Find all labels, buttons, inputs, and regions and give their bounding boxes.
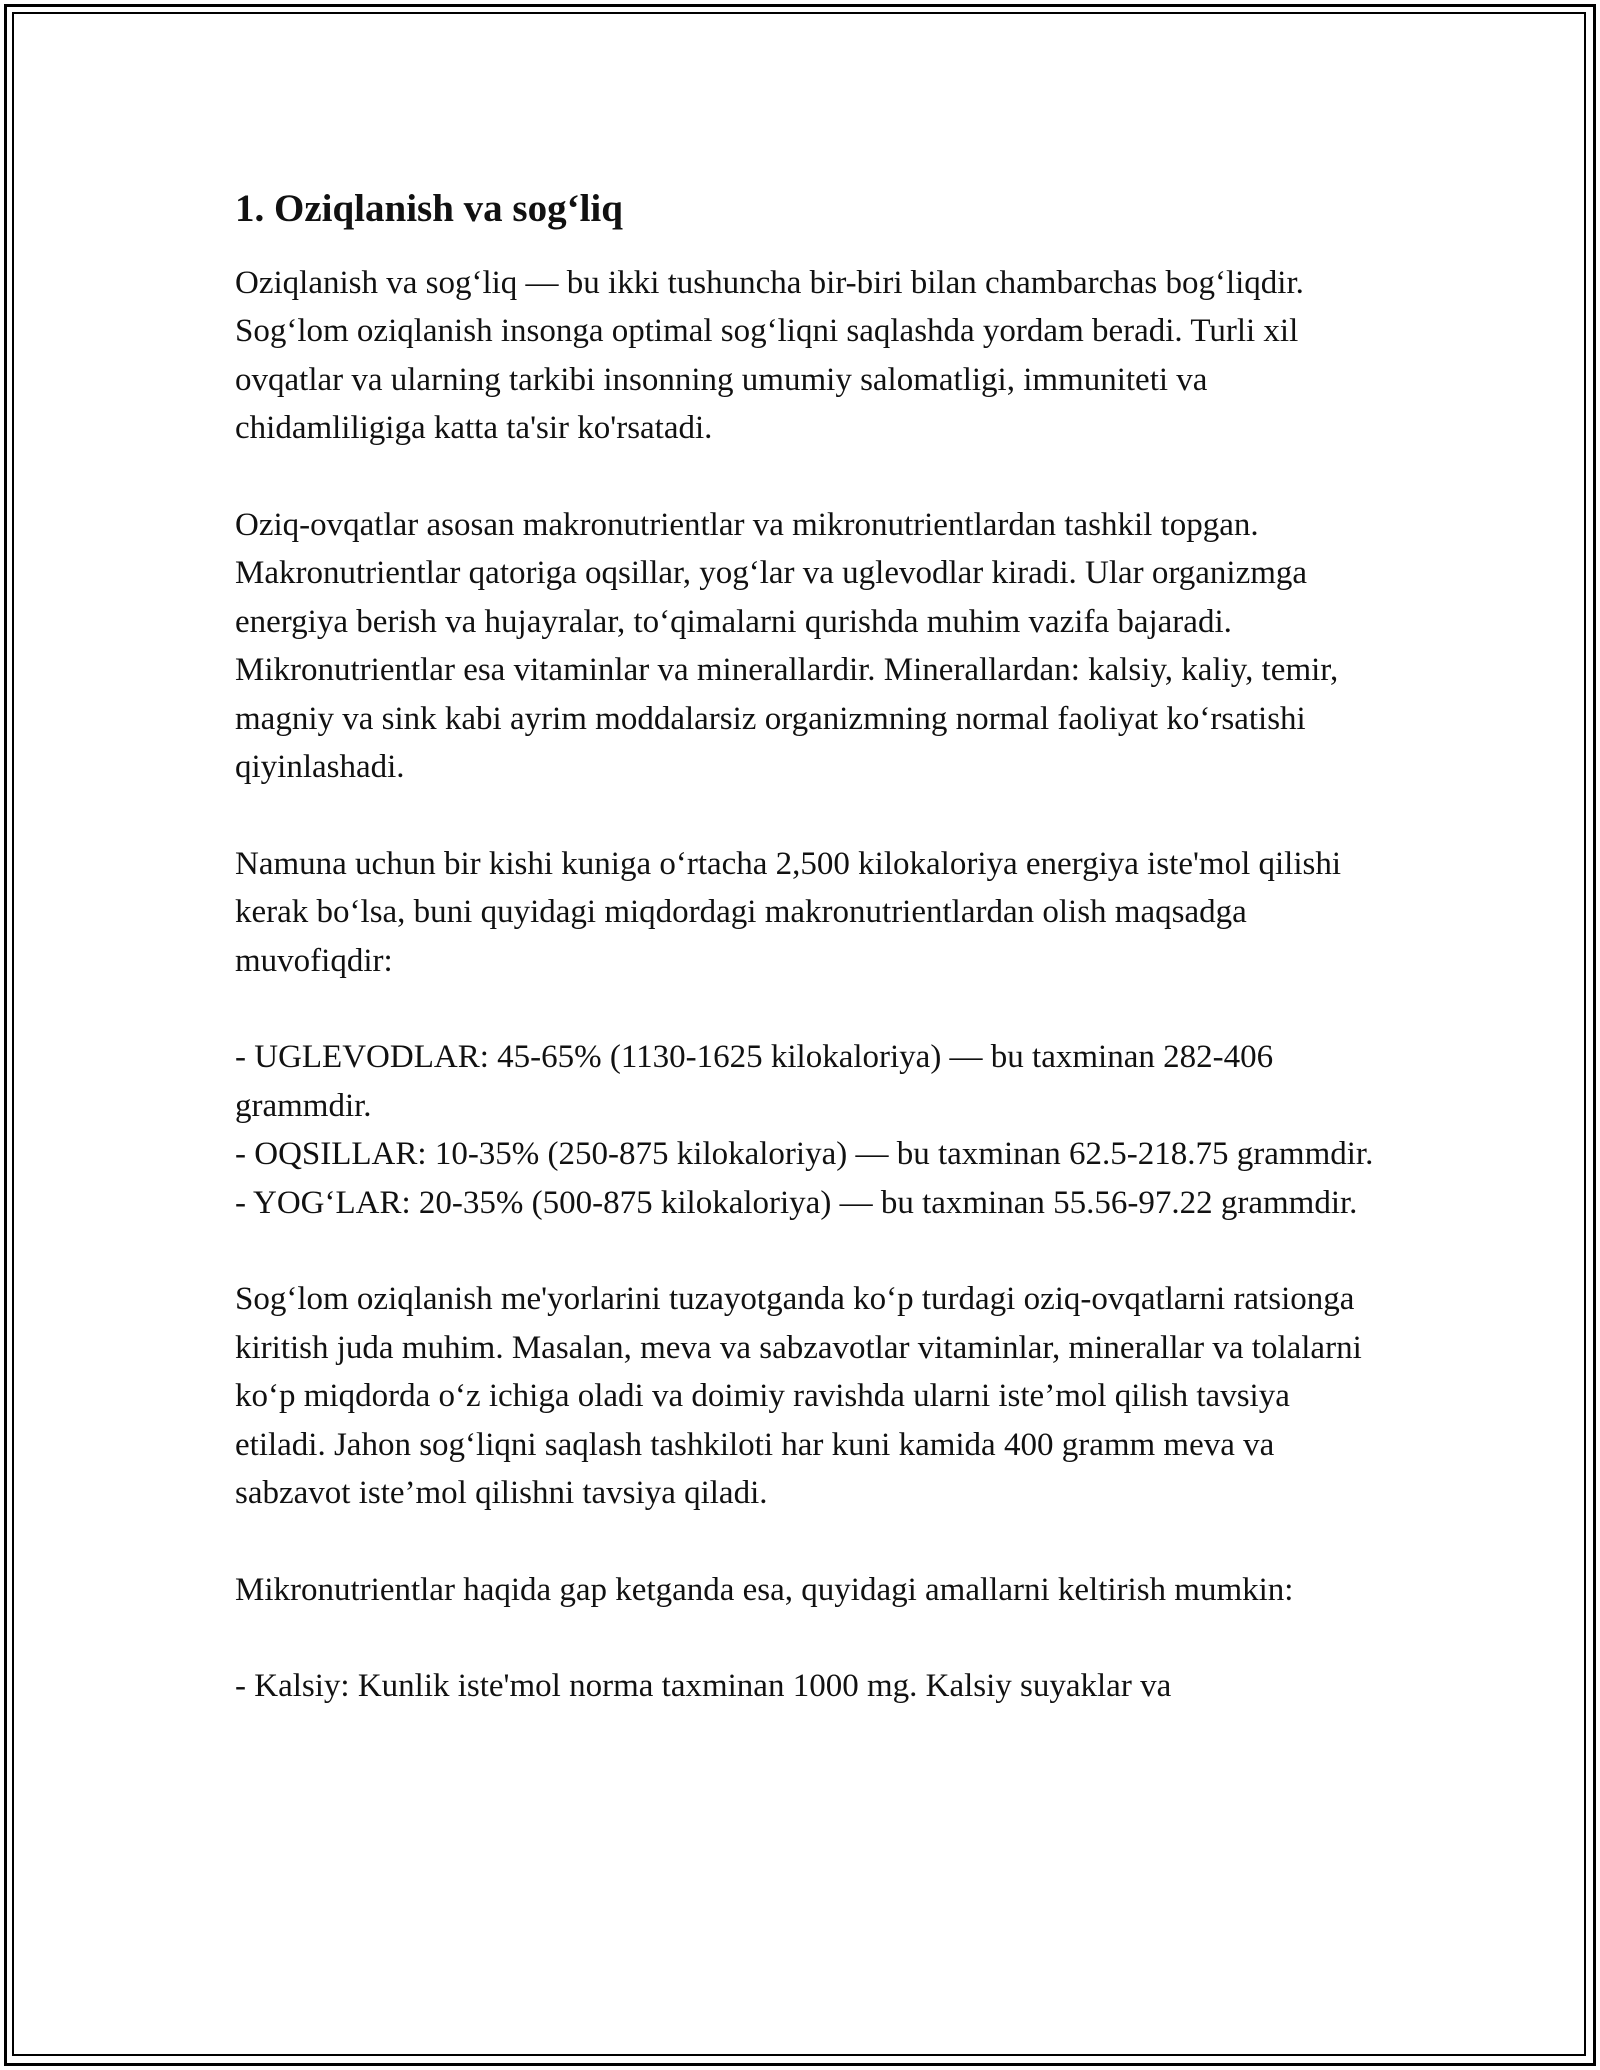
list-item: - UGLEVODLAR: 45-65% (1130-1625 kilokaloriya) — bu taxminan 282-406 grammdir.	[235, 1039, 1274, 1124]
section-heading: 1. Oziqlanish va sog‘liq	[235, 187, 623, 230]
paragraph-example: Namuna uchun bir kishi kuniga o‘rtacha 2,500 kilokaloriya energiya iste'mol qilishi kerak bo‘lsa, buni quyidagi miqdordagi makronutrientlardan olish maqsadga muvofiqdir:	[235, 845, 1342, 979]
micronutrient-list	[235, 1662, 1385, 1711]
paragraph-micronutrients: Mikronutrientlar haqida gap ketganda esa, quyidagi amallarni keltirish mumkin:	[235, 1571, 1294, 1608]
list-item: - Kalsiy: Kunlik iste'mol norma taxminan 1000 mg. Kalsiy suyaklar va	[235, 1668, 1172, 1705]
macronutrient-list	[235, 1033, 1385, 1227]
paragraph-intro: Oziqlanish va sog‘liq — bu ikki tushuncha bir-biri bilan chambarchas bog‘liqdir. Sog‘lom oziqlanish insonga optimal sog‘liqni saqlashda yordam beradi. Turli xil ovqatlar va ularning tarkibi insonning umumiy salomatligi, immuniteti va chidamliligiga katta ta'sir ko'rsatadi.	[235, 264, 1304, 447]
paragraph-nutrients: Oziq-ovqatlar asosan makronutrientlar va mikronutrientlardan tashkil topgan. Makronutrientlar qatoriga oqsillar, yog‘lar va uglevodlar kiradi. Ular organizmga energiya berish va hujayralar, to‘qimalarni qurishda muhim vazifa bajaradi. Mikronutrientlar esa vitaminlar va minerallardir. Minerallardan: kalsiy, kaliy, temir, magniy va sink kabi ayrim moddalarsiz organizmning normal faoliyat ko‘rsatishi qiyinlashadi.	[235, 506, 1339, 786]
list-item: - YOG‘LAR: 20-35% (500-875 kilokaloriya) — bu taxminan 55.56-97.22 grammdir.	[235, 1184, 1358, 1221]
paragraph-healthy-diet: Sog‘lom oziqlanish me'yorlarini tuzayotganda ko‘p turdagi oziq-ovqatlarni ratsionga kiritish juda muhim. Masalan, meva va sabzavotlar vitaminlar, minerallar va tolalarni ko‘p miqdorda o‘z ichiga oladi va doimiy ravishda ularni iste’mol qilish tavsiya etiladi. Jahon sog‘liqni saqlash tashkiloti har kuni kamida 400 gramm meva va sabzavot iste’mol qilishni tavsiya qiladi.	[235, 1281, 1362, 1512]
document-body	[235, 186, 1385, 1759]
list-item: - OQSILLAR: 10-35% (250-875 kilokaloriya) — bu taxminan 62.5-218.75 grammdir.	[235, 1136, 1374, 1173]
